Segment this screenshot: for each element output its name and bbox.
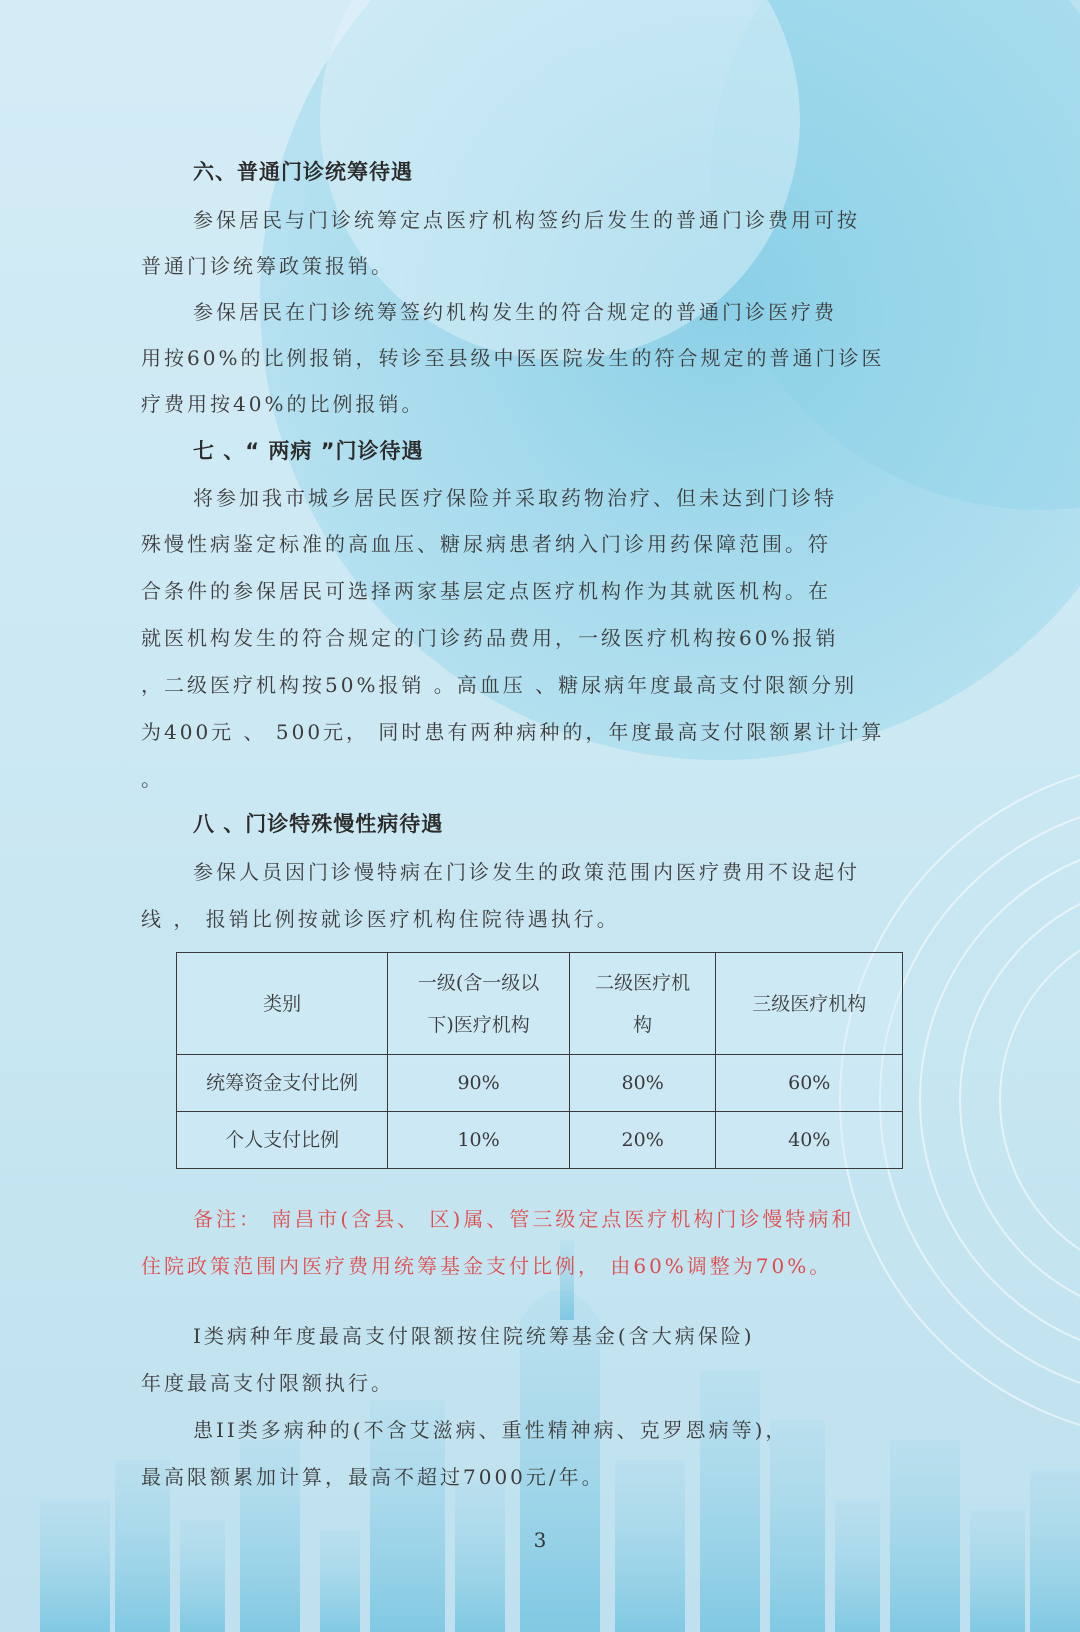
section-6-p2-line-2: 用按60%的比例报销，转诊至县级中医医院发生的符合规定的普通门诊医 [141,346,885,370]
section-7-line-2: 殊慢性病鉴定标准的高血压、糖尿病患者纳入门诊用药保障范围。符 [141,532,831,556]
row-level1-value: 90% [388,1055,570,1112]
header-level1-line-1: 一级(含一级以 [417,971,540,994]
section-7-line-7: 。 [141,767,164,791]
row-level1-value: 10% [388,1112,570,1169]
row-level2-value: 80% [569,1055,716,1112]
tail-p1-line-2: 年度最高支付限额执行。 [141,1371,394,1395]
section-6-p1-line-2: 普通门诊统筹政策报销。 [141,254,394,278]
tail-p2-line-1: 患II类多病种的(不含艾滋病、重性精神病、克罗恩病等)， [193,1418,789,1442]
row-label: 个人支付比例 [177,1112,388,1169]
section-7-heading: 七 、“ 两病 ”门诊待遇 [193,439,424,463]
tail-p1-line-1: I类病种年度最高支付限额按住院统筹基金(含大病保险) [193,1324,755,1348]
section-6-p2-line-3: 疗费用按40%的比例报销。 [141,392,425,416]
section-7-line-1: 将参加我市城乡居民医疗保险并采取药物治疗、但未达到门诊特 [193,486,837,510]
section-7-line-3: 合条件的参保居民可选择两家基层定点医疗机构作为其就医机构。在 [141,579,831,603]
header-level1 [388,953,570,1055]
reimbursement-table [176,952,903,1169]
row-label: 统筹资金支付比例 [177,1055,388,1112]
note-line-1: 备注： 南昌市(含县、 区)属、管三级定点医疗机构门诊慢特病和 [193,1207,855,1231]
section-6-p2-line-1: 参保居民在门诊统筹签约机构发生的符合规定的普通门诊医疗费 [193,300,837,324]
section-8-line-1: 参保人员因门诊慢特病在门诊发生的政策范围内医疗费用不设起付 [193,860,860,884]
page-number: 3 [533,1528,547,1552]
row-level2-value: 20% [569,1112,716,1169]
header-category: 类别 [177,953,388,1055]
header-level2-line-1: 二级医疗机 [595,971,691,994]
tail-p2-line-2: 最高限额累加计算，最高不超过7000元/年。 [141,1465,605,1489]
row-level3-value: 40% [716,1112,903,1169]
header-level3: 三级医疗机构 [716,953,903,1055]
header-level2-line-2: 构 [633,1013,653,1036]
table-row [177,1112,903,1169]
section-7-line-5: ，二级医疗机构按50%报销 。高血压 、糖尿病年度最高支付限额分别 [141,673,858,697]
section-6-heading: 六、普通门诊统筹待遇 [193,160,413,184]
table-row [177,1055,903,1112]
section-6-p1-line-1: 参保居民与门诊统筹定点医疗机构签约后发生的普通门诊费用可按 [193,208,860,232]
header-level1-line-2: 下)医疗机构 [427,1013,530,1036]
section-7-line-6: 为400元 、 500元， 同时患有两种病种的，年度最高支付限额累计计算 [141,720,885,744]
section-8-heading: 八 、门诊特殊慢性病待遇 [193,812,444,836]
note-line-2: 住院政策范围内医疗费用统筹基金支付比例， 由60%调整为70%。 [141,1254,833,1278]
section-8-line-2: 线 ， 报销比例按就诊医疗机构住院待遇执行。 [141,907,620,931]
row-level3-value: 60% [716,1055,903,1112]
header-level2 [569,953,716,1055]
table-header-row [177,953,903,1055]
section-7-line-4: 就医机构发生的符合规定的门诊药品费用，一级医疗机构按60%报销 [141,626,839,650]
